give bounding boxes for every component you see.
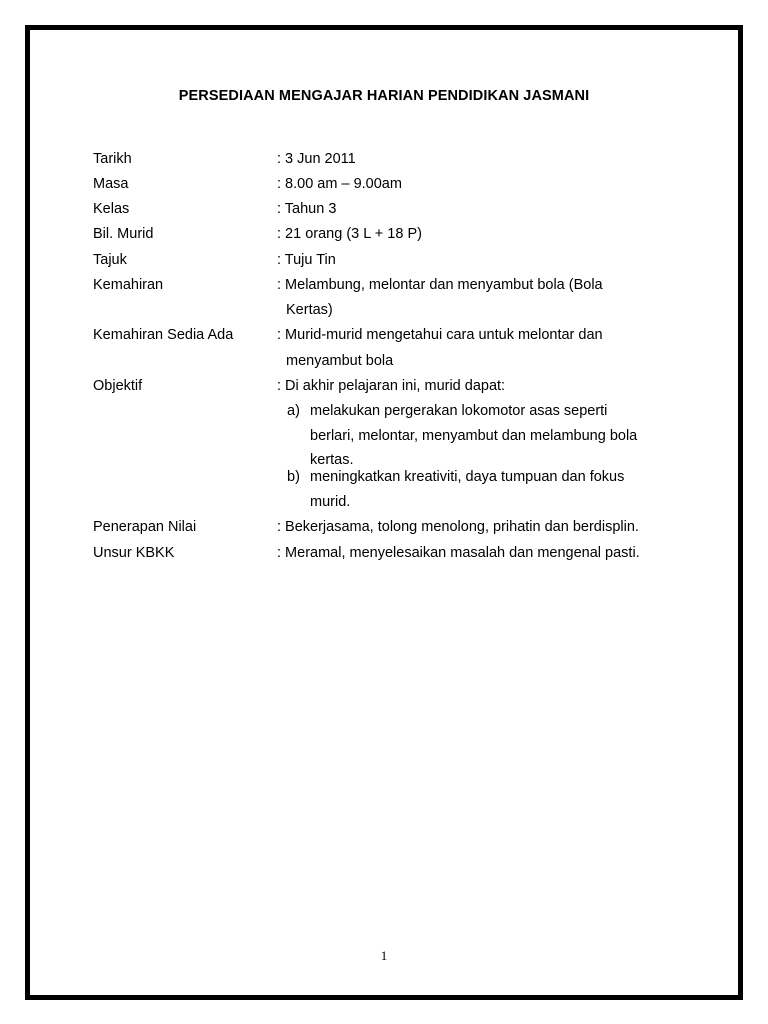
field-value-unsur-kbkk: : Meramal, menyelesaikan masalah dan mengenal pasti. bbox=[277, 545, 640, 561]
field-label-penerapan-nilai: Penerapan Nilai bbox=[93, 519, 197, 535]
objective-a-line-2: berlari, melontar, menyambut dan melambung bola bbox=[310, 428, 638, 444]
field-label-tajuk: Tajuk bbox=[93, 252, 127, 268]
field-value-bil-murid: : 21 orang (3 L + 18 P) bbox=[277, 226, 422, 242]
field-value-kelas: : Tahun 3 bbox=[277, 201, 337, 217]
field-value-kemahiran-sedia-ada-continuation: menyambut bola bbox=[286, 353, 394, 369]
objective-a-line-3: kertas. bbox=[310, 452, 354, 468]
document-title: PERSEDIAAN MENGAJAR HARIAN PENDIDIKAN JASMANI bbox=[178, 88, 590, 104]
field-value-objektif: : Di akhir pelajaran ini, murid dapat: bbox=[277, 378, 506, 394]
field-label-bil-murid: Bil. Murid bbox=[93, 226, 154, 242]
field-label-masa: Masa bbox=[93, 176, 129, 192]
field-value-tajuk: : Tuju Tin bbox=[277, 252, 336, 268]
objective-b-line-1: meningkatkan kreativiti, daya tumpuan dan fokus bbox=[310, 469, 625, 485]
page-number: 1 bbox=[380, 948, 388, 963]
field-value-kemahiran-sedia-ada: : Murid-murid mengetahui cara untuk melontar dan bbox=[277, 327, 603, 343]
page-border bbox=[25, 25, 743, 1000]
objective-b-marker: b) bbox=[287, 469, 300, 485]
field-value-tarikh: : 3 Jun 2011 bbox=[277, 151, 356, 167]
field-label-kemahiran: Kemahiran bbox=[93, 277, 164, 293]
objective-b-line-2: murid. bbox=[310, 494, 351, 510]
field-label-tarikh: Tarikh bbox=[93, 151, 132, 167]
field-label-unsur-kbkk: Unsur KBKK bbox=[93, 545, 175, 561]
objective-a-line-1: melakukan pergerakan lokomotor asas seperti bbox=[310, 403, 608, 419]
field-value-penerapan-nilai: : Bekerjasama, tolong menolong, prihatin dan berdisplin. bbox=[277, 519, 639, 535]
field-label-kelas: Kelas bbox=[93, 201, 130, 217]
field-label-objektif: Objektif bbox=[93, 378, 143, 394]
objective-a-marker: a) bbox=[287, 403, 300, 419]
field-value-kemahiran-continuation: Kertas) bbox=[286, 302, 333, 318]
field-label-kemahiran-sedia-ada: Kemahiran Sedia Ada bbox=[93, 327, 234, 343]
field-value-kemahiran: : Melambung, melontar dan menyambut bola (Bola bbox=[277, 277, 603, 293]
field-value-masa: : 8.00 am – 9.00am bbox=[277, 176, 402, 192]
